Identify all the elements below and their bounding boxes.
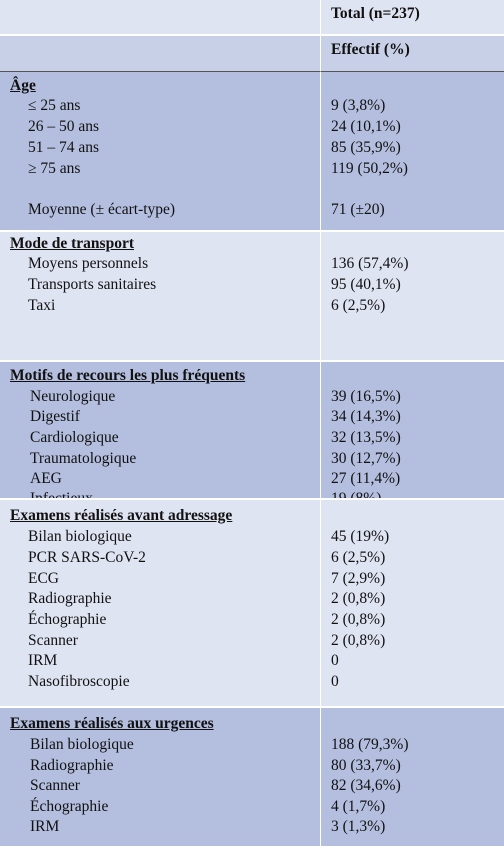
row-value: 34 (14,3%) — [331, 408, 401, 425]
section-title: Motifs de recours les plus fréquents — [10, 367, 246, 384]
section-title: Âge — [10, 77, 36, 94]
row-value: 0 — [331, 673, 339, 690]
row-label: AEG — [30, 470, 62, 487]
row-label: Neurologique — [30, 388, 116, 405]
section-examens-urgences — [0, 706, 504, 846]
row-label: Échographie — [28, 611, 107, 628]
row-value: 2 (0,8%) — [331, 611, 386, 628]
row-value: 24 (10,1%) — [331, 118, 401, 135]
row-value: 85 (35,9%) — [331, 139, 401, 156]
row-label: Moyens personnels — [28, 255, 149, 272]
row-label: Scanner — [28, 632, 78, 649]
row-label: Nasofibroscopie — [28, 673, 130, 690]
row-label: Traumatologique — [30, 450, 137, 467]
row-label: ECG — [28, 570, 59, 587]
row-value: 82 (34,6%) — [331, 777, 401, 794]
row-value: 119 (50,2%) — [331, 160, 408, 177]
row-label: PCR SARS-CoV-2 — [28, 549, 146, 566]
row-value: 136 (57,4%) — [331, 255, 409, 272]
table-header-row-effectif — [0, 34, 504, 72]
row-value: 30 (12,7%) — [331, 450, 401, 467]
row-value: 39 (16,5%) — [331, 388, 401, 405]
row-label: ≥ 75 ans — [28, 160, 81, 177]
row-value: 6 (2,5%) — [331, 297, 386, 314]
row-value: 45 (19%) — [331, 528, 390, 545]
section-title: Examens réalisés avant adressage — [10, 507, 233, 524]
row-value: 7 (2,9%) — [331, 570, 386, 587]
section-title: Examens réalisés aux urgences — [10, 715, 214, 732]
section-age — [0, 72, 504, 230]
row-label: Échographie — [30, 798, 109, 815]
section-transport — [0, 230, 504, 360]
row-label: Bilan biologique — [30, 736, 134, 753]
row-value: 188 (79,3%) — [331, 736, 409, 753]
row-label: ≤ 25 ans — [28, 97, 81, 114]
row-value: 3 (1,3%) — [331, 818, 386, 835]
column-header-total: Total (n=237) — [331, 5, 420, 22]
row-value: 95 (40,1%) — [331, 276, 401, 293]
section-motifs — [0, 360, 504, 498]
row-label: Moyenne (± écart-type) — [28, 201, 176, 218]
row-label: Cardiologique — [30, 429, 119, 446]
row-value: 0 — [331, 652, 339, 669]
row-value: 4 (1,7%) — [331, 798, 386, 815]
row-label: 51 – 74 ans — [28, 139, 100, 156]
row-value: 6 (2,5%) — [331, 549, 386, 566]
row-label: Taxi — [28, 297, 56, 314]
row-label: Radiographie — [30, 757, 114, 774]
row-label: Bilan biologique — [28, 528, 132, 545]
table-header-row-total — [0, 0, 504, 34]
row-value: 27 (11,4%) — [331, 470, 401, 487]
section-title: Mode de transport — [10, 235, 134, 252]
section-examens-avant — [0, 498, 504, 706]
row-label: IRM — [30, 818, 60, 835]
row-label: Scanner — [30, 777, 80, 794]
row-value: 2 (0,8%) — [331, 632, 386, 649]
row-value: 2 (0,8%) — [331, 590, 386, 607]
row-value: 71 (±20) — [331, 201, 385, 218]
row-label: IRM — [28, 652, 58, 669]
column-header-effectif: Effectif (%) — [331, 41, 410, 58]
row-label: 26 – 50 ans — [28, 118, 100, 135]
row-value: 80 (33,7%) — [331, 757, 401, 774]
row-value: 9 (3,8%) — [331, 97, 386, 114]
row-label: Digestif — [30, 408, 80, 425]
row-value: 32 (13,5%) — [331, 429, 401, 446]
row-label: Transports sanitaires — [28, 276, 157, 293]
row-label: Radiographie — [28, 590, 112, 607]
